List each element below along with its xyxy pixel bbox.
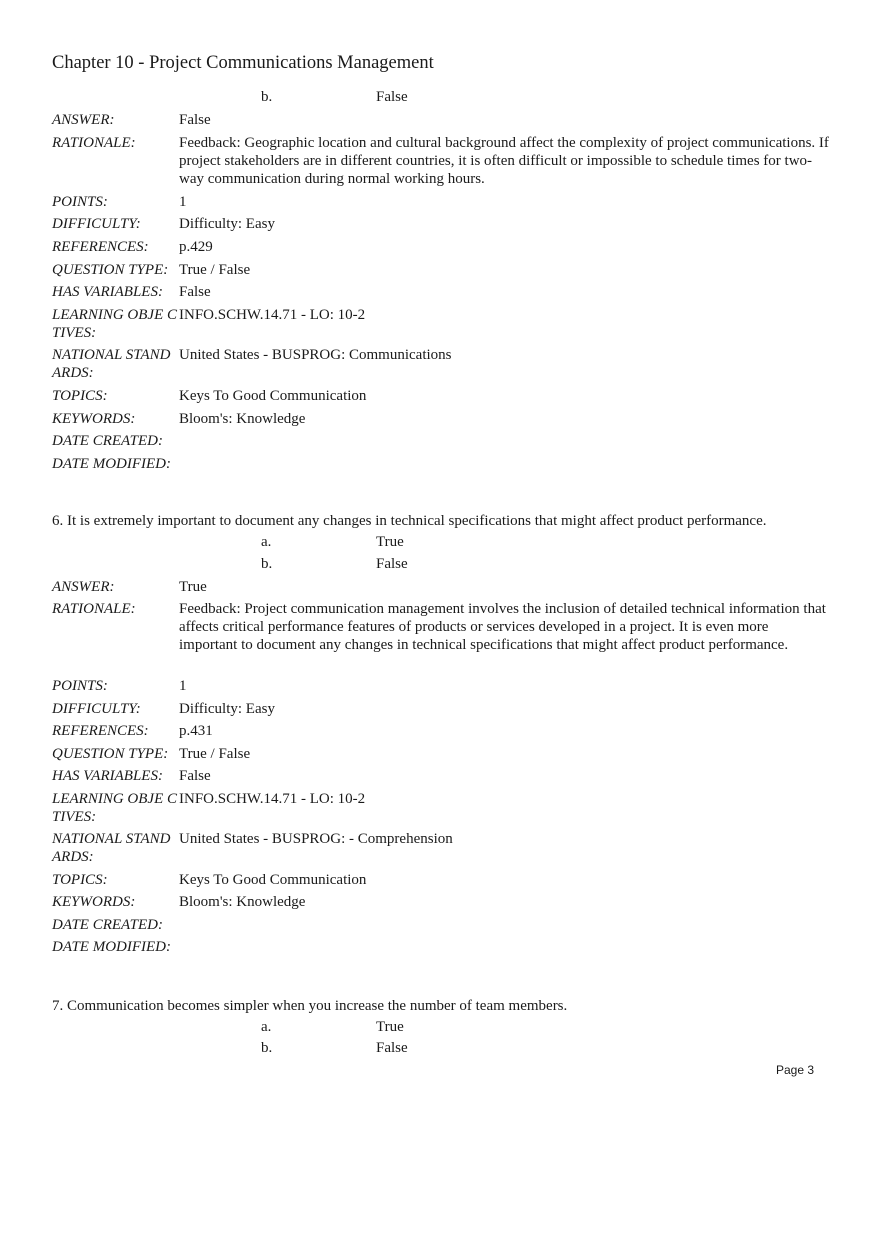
rationale-value: Feedback: Project communication management involves the inclusion of detailed technical information that affects critical performance features of products or services developed in a project. It is even more important to document any changes in technical specifications that might affect product performance.: [179, 601, 826, 653]
keywords-value: Bloom's: Knowledge: [179, 894, 306, 910]
choice-text: True: [376, 1019, 404, 1035]
answer-value: False: [179, 112, 211, 128]
q7-question-text: 7. Communication becomes simpler when you increase the number of team members.: [52, 998, 568, 1014]
answer-label: ANSWER:: [52, 579, 115, 595]
question-type-label: QUESTION TYPE:: [52, 262, 169, 278]
date-created-label: DATE CREATED:: [52, 433, 163, 449]
choice-text: False: [376, 89, 408, 105]
has-variables-value: False: [179, 284, 211, 300]
topics-value: Keys To Good Communication: [179, 388, 367, 404]
choice-letter: a.: [261, 534, 272, 550]
learning-objectives-value: INFO.SCHW.14.71 - LO: 10-2: [179, 791, 366, 807]
date-created-label: DATE CREATED:: [52, 917, 163, 933]
learning-objectives-label: LEARNING OBJE CTIVES:: [52, 791, 177, 825]
choice-letter: b.: [261, 556, 273, 572]
answer-label: ANSWER:: [52, 112, 115, 128]
rationale-label: RATIONALE:: [52, 601, 136, 617]
keywords-label: KEYWORDS:: [52, 411, 136, 427]
difficulty-label: DIFFICULTY:: [52, 701, 141, 717]
choice-text: False: [376, 556, 408, 572]
learning-objectives-value: INFO.SCHW.14.71 - LO: 10-2: [179, 307, 366, 323]
points-value: 1: [179, 678, 187, 694]
rationale-value: Feedback: Geographic location and cultural background affect the complexity of project communications. If project stakeholders are in different countries, it is often difficult or impossible to schedule times for two-way communication during normal working hours.: [179, 135, 829, 187]
references-label: REFERENCES:: [52, 239, 149, 255]
date-modified-label: DATE MODIFIED:: [52, 456, 171, 472]
points-label: POINTS:: [52, 194, 108, 210]
references-value: p.429: [179, 239, 213, 255]
choice-text: True: [376, 534, 404, 550]
difficulty-label: DIFFICULTY:: [52, 216, 141, 232]
keywords-value: Bloom's: Knowledge: [179, 411, 306, 427]
points-label: POINTS:: [52, 678, 108, 694]
page-number: Page 3: [776, 1063, 815, 1077]
difficulty-value: Difficulty: Easy: [179, 216, 275, 232]
choice-letter: b.: [261, 1040, 273, 1056]
national-standards-label: NATIONAL STAND ARDS:: [52, 347, 171, 381]
question-type-value: True / False: [179, 262, 251, 278]
has-variables-label: HAS VARIABLES:: [52, 768, 163, 784]
choice-letter: a.: [261, 1019, 272, 1035]
topics-label: TOPICS:: [52, 388, 108, 404]
date-modified-label: DATE MODIFIED:: [52, 939, 171, 955]
difficulty-value: Difficulty: Easy: [179, 701, 275, 717]
topics-label: TOPICS:: [52, 872, 108, 888]
rationale-label: RATIONALE:: [52, 135, 136, 151]
question-type-value: True / False: [179, 746, 251, 762]
keywords-label: KEYWORDS:: [52, 894, 136, 910]
question-type-label: QUESTION TYPE:: [52, 746, 169, 762]
answer-value: True: [179, 579, 207, 595]
chapter-title: Chapter 10 - Project Communications Management: [52, 53, 434, 73]
national-standards-value: United States - BUSPROG: - Comprehension: [179, 831, 453, 847]
national-standards-value: United States - BUSPROG: Communications: [179, 347, 452, 363]
learning-objectives-label: LEARNING OBJE CTIVES:: [52, 307, 177, 341]
topics-value: Keys To Good Communication: [179, 872, 367, 888]
references-label: REFERENCES:: [52, 723, 149, 739]
choice-text: False: [376, 1040, 408, 1056]
choice-letter: b.: [261, 89, 273, 105]
q6-question-text: 6. It is extremely important to document any changes in technical specifications that might affect product performance.: [52, 513, 767, 529]
has-variables-value: False: [179, 768, 211, 784]
points-value: 1: [179, 194, 187, 210]
national-standards-label: NATIONAL STAND ARDS:: [52, 831, 171, 865]
has-variables-label: HAS VARIABLES:: [52, 284, 163, 300]
references-value: p.431: [179, 723, 213, 739]
